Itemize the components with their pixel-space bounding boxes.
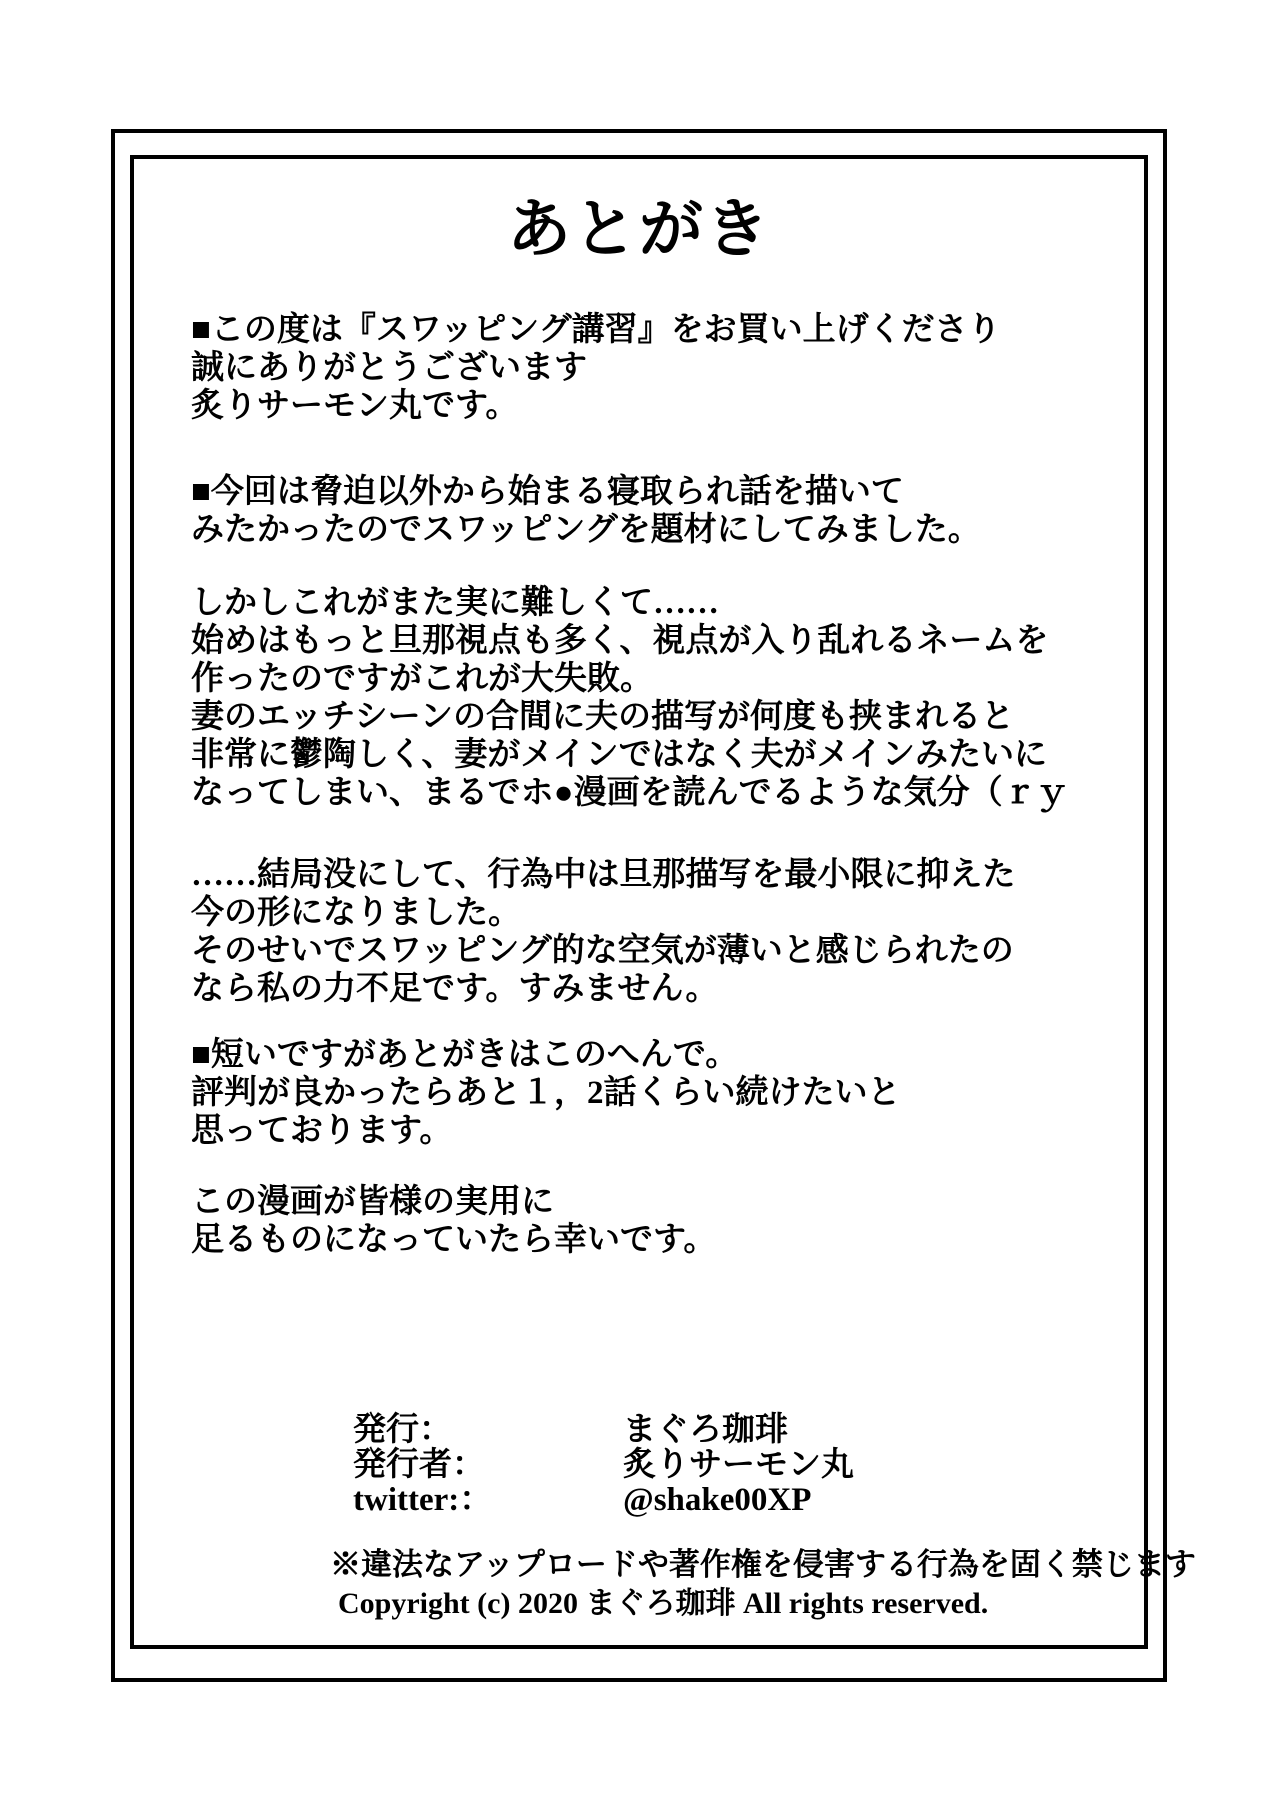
colophon-row-author <box>353 1448 854 1483</box>
text-line: この漫画が皆様の実用に <box>191 1184 554 1220</box>
paragraph-hope <box>191 1183 1156 1259</box>
paragraph-greeting <box>191 311 1156 425</box>
text-line: ■この度は『スワッピング講習』をお買い上げくださり <box>191 312 1001 348</box>
text-line: 作ったのですがこれが大失敗。 <box>191 661 653 697</box>
text-line: なってしまい、まるでホ●漫画を読んでるような気分（ｒｙ <box>191 775 1069 811</box>
text-line: 足るものになっていたら幸いです。 <box>191 1222 717 1258</box>
colophon-label: 発行： <box>353 1412 452 1448</box>
page-title: あとがき <box>507 194 771 265</box>
text-line: 今の形になりました。 <box>191 895 521 931</box>
colophon-row-twitter <box>353 1483 854 1518</box>
text-line: 思っております。 <box>191 1113 453 1149</box>
colophon-label: 発行者： <box>353 1447 485 1483</box>
colophon-value: まぐろ珈琲 <box>623 1412 788 1448</box>
text-line: 妻のエッチシーンの合間に夫の描写が何度も挟まれると <box>191 699 1015 735</box>
paragraph-theme <box>191 473 1156 549</box>
text-line: しかしこれがまた実に難しくて…… <box>191 585 719 621</box>
text-line: そのせいでスワッピング的な空気が薄いと感じられたの <box>191 933 1014 969</box>
twitter-handle: @shake00XP <box>623 1482 812 1518</box>
colophon <box>353 1413 854 1518</box>
piracy-warning: ※違法なアップロードや著作権を侵害する行為を固く禁じます <box>330 1547 1196 1582</box>
colophon-label: twitter:： <box>353 1482 493 1518</box>
text-line: みたかったのでスワッピングを題材にしてみました。 <box>191 512 981 548</box>
text-line: ……結局没にして、行為中は旦那描写を最小限に抑えた <box>191 857 1016 893</box>
colophon-value: 炙りサーモン丸 <box>623 1447 854 1483</box>
paragraph-result <box>191 856 1156 1008</box>
text-line: 評判が良かったらあと１，2話くらい続けたいと <box>191 1075 901 1111</box>
text-line: 始めはもっと旦那視点も多く、視点が入り乱れるネームを <box>191 623 1049 659</box>
colophon-row-publisher <box>353 1413 854 1448</box>
copyright-line: Copyright (c) 2020 まぐろ珈琲 All rights reserved. <box>338 1587 989 1620</box>
text-line: 誠にありがとうございます <box>191 350 587 386</box>
text-line: なら私の力不足です。すみません。 <box>191 971 719 1007</box>
text-line: ■短いですがあとがきはこのへんで。 <box>191 1037 739 1073</box>
text-line: 非常に鬱陶しく、妻がメインではなく夫がメインみたいに <box>191 737 1048 773</box>
text-line: 炙りサーモン丸です。 <box>191 388 519 424</box>
text-line: ■今回は脅迫以外から始まる寝取られ話を描いて <box>191 474 904 510</box>
paragraph-closing <box>191 1036 1156 1150</box>
paragraph-difficulty <box>191 584 1156 812</box>
